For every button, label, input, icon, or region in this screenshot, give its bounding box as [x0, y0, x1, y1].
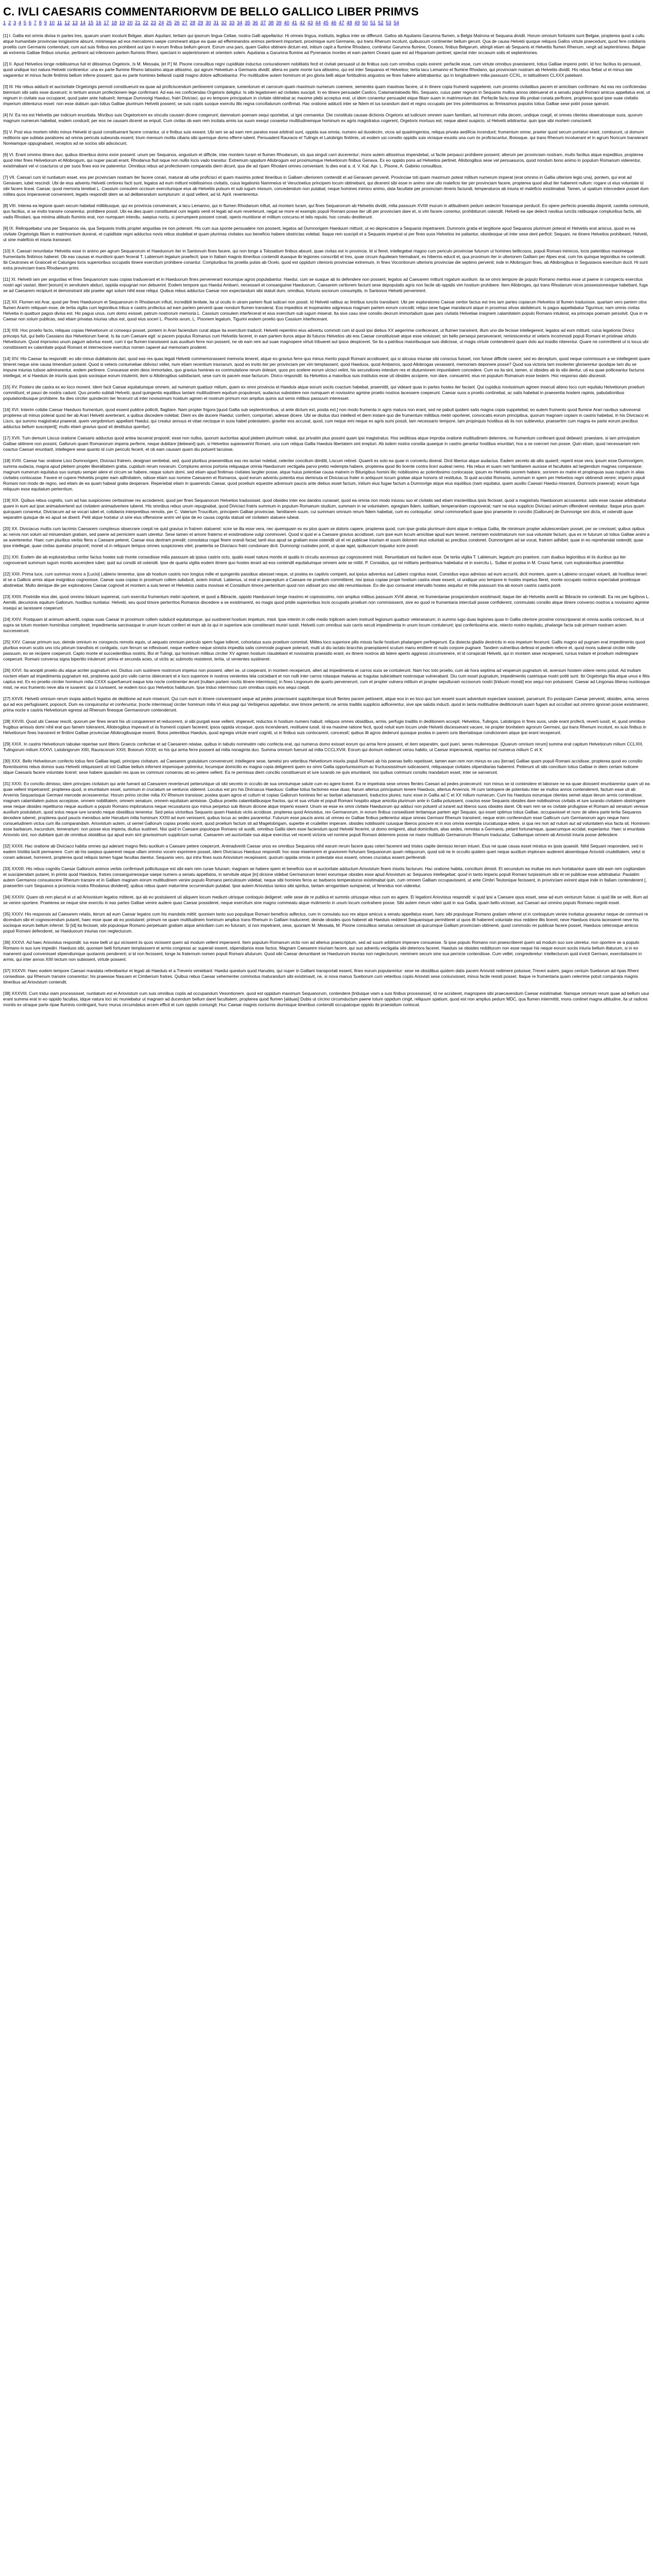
chapter-number: [24] [3, 617, 10, 622]
chapter-link[interactable]: 30 [205, 20, 211, 26]
chapter-link[interactable]: 9 [44, 20, 47, 26]
chapter-link[interactable]: 26 [174, 20, 180, 26]
chapter-text: XXVII. Helvetii omnium rerum inopia adducti legatos de deditione ad eum miserunt. Qui cum eum in itinere convenissent seque ad pedes proiecissent suppliciterque locuti flentes pacem petissent, atque eos in eo loco quo tum essent suum adventum expectare iussisset, paruerunt. Eo postquam Caesar pervenit, obsides, arma, servos qui ad eos perfugissent, poposcit. Dum ea conquiruntur et conferuntur, [nocte intermissa] circiter hominum milia VI eius pagi qui Verbigenus appellatur, sive timore perterriti, ne armis traditis supplicio adficerentur, sive spe salutis inducti, quod in tanta multitudine dediticiorum suam fugam aut occultari aut omnino ignorari posse existimarent, prima nocte e castris Helvetiorum egressi ad Rhenum finesque Germanorum contenderunt. [3, 696, 649, 713]
chapter-text: XXIII. Postridie eius diei, quod omnino biduum supererat, cum exercitui frumentum metiri oporteret, et quod a Bibracte, oppido Haeduorum longe maximo et copiosissimo, non amplius milibus passuum XVIII aberat, rei frumentariae prospiciendum existimavit; itaque iter ab Helvetiis avertit ac Bibracte ire contendit. Ea res per fugitivos L. Aemilii, decurionis equitum Gallorum, hostibus nuntiatur. Helvetii, seu quod timore perterritos Romanos discedere a se existimarent, eo magis quod pridie superioribus locis occupatis proelium non commisissent, sive eo quod re frumentaria intercludi posse confiderent, commutato consilio atque itinere converso nostros a novissimo agmine insequi ac lacessere coeperunt. [3, 594, 650, 611]
chapter-link[interactable]: 22 [143, 20, 148, 26]
chapter-text: XVI. Interim cotidie Caesar Haeduos frumentum, quod essent publice polliciti, flagitare. Nam propter frigora [quod Gallia sub septentrionibus, ut ante dictum est, posita est,] non modo frumenta in agris matura non erant, sed ne pabuli quidem satis magna copia suppetebat; eo autem frumento quod flumine Arari navibus subvexerat propterea uti minus poterat quod iter ab Arari Helvetii averterant, a quibus discedere nolebat. Diem ex die ducere Haedui; conferri, comportari, adesse dicere. Ubi se diutius duci intellexit et diem instare quo die frumentum militibus metiri oporteret, convocatis eorum principibus, quorum magnam copiam in castris habebat, in his Diviciaco et Lisco, qui summo magistratui praeerat, quem vergobretum appellant Haedui, qui creatur annuus et vitae necisque in suos habet potestatem, graviter eos accusat, quod, cum neque emi neque ex agris sumi possit, tam necessario tempore, tam propinquis hostibus ab iis non sublevetur, praesertim cum magna ex parte eorum precibus adductus bellum susceperit[; multo etiam gravius quod sit destitutus queritur]. [3, 407, 649, 429]
chapter-text: XXX. Bello Helvetiorum confecto totius fere Galliae legati, principes civitatum, ad Caesarem gratulatum convenerunt: intellegere sese, tametsi pro veteribus Helvetiorum iniuriis populi Romani ab his poenas bello repetisset, tamen eam rem non minus ex usu [terrae] Galliae quam populi Romani accidisse, propterea quod eo consilio florentissimis rebus domos suas Helvetii reliquissent uti toti Galliae bellum inferrent imperioque potirentur, locumque domicilio ex magna copia deligerent quem ex omni Gallia opportunissimum ac fructuosissimum iudicassent, reliquasque civitates stipendiarias haberent. Petierunt uti sibi concilium totius Galliae in diem certam indicere idque Caesaris facere voluntate liceret: sese habere quasdam res quas ex communi consensu ab eo petere vellent. Ea re permissa diem concilio constituerunt et iure iurando ne quis enuntiaret, nisi quibus communi consilio mandatum esset, inter se sanxerunt. [3, 758, 643, 775]
chapter-list [3, 33, 650, 1008]
chapter-text: XXVI. Ita ancipiti proelio diu atque acriter pugnatum est. Diutius cum sustinere nostrorum impetus non possent, alteri se, ut coeperant, in montem receperunt, alteri ad impedimenta et carros suos se contulerunt. Nam hoc toto proelio, cum ab hora septima ad vesperum pugnatum sit, aversum hostem videre nemo potuit. Ad multam noctem etiam ad impedimenta pugnatum est, propterea quod pro vallo carros obiecerant et e loco superiore in nostros venientes tela coiciebant et non nulli inter carros rotasque mataras ac tragulas subiciebant nostrosque vulnerabant. Diu cum esset pugnatum, impedimentis castrisque nostri potiti sunt. Ibi Orgetorigis filia atque unus e filiis captus est. Ex eo proelio circiter hominum milia CXXX superfuerunt eaque tota nocte continenter ierunt [nullam partem noctis itinere intermisso]; in fines Lingonum die quarto pervenerunt, cum et propter vulnera militum et propter sepulturam occisorum nostri [triduum morati] eos sequi non potuissent. Caesar ad Lingonas litteras nuntiosque misit, ne eos frumento neve alia re iuvarent: qui si iuvissent, se eodem loco quo Helvetios habiturum. Ipse triduo intermisso cum omnibus copiis eos sequi coepit. [3, 668, 650, 690]
chapter-link[interactable]: 3 [13, 20, 16, 26]
chapter-link[interactable]: 7 [33, 20, 37, 26]
page-title: C. IVLI CAESARIS COMMENTARIORVM DE BELLO GALLICO LIBER PRIMVS [3, 5, 419, 18]
chapter-text: XXII. Prima luce, cum summus mons a [Lucio] Labieno teneretur, ipse ab hostium castris non longius mille et quingentis passibus abesset neque, ut postea ex captivis comperit, aut ipsius adventus aut Labieni cognitus esset, Considius equo admisso ad eum accurrit, dicit montem, quem a Labieno occupari voluerit, ab hostibus teneri: id se a Gallicis armis atque insignibus cognovisse. Caesar suas copias in proximum collem subducit, aciem instruit. Labienus, ut erat ei praeceptum a Caesare ne proelium committeret, nisi ipsius copiae prope hostium castra visae essent, ut undique uno tempore in hostes impetus fieret, monte occupato nostros expectabat proelioque abstinebat. Multo denique die per exploratores Caesar cognovit et montem a suis teneri et Helvetios castra movisse et Considium timore perterritum quod non vidisset pro viso sibi renuntiavisse. Eo die quo consuerat intervallo hostes sequitur et milia passuum tria ab eorum castris castra ponit. [3, 571, 648, 588]
chapter-number: [13] [3, 328, 10, 333]
chapter-text: XXIV. Postquam id animum advertit, copias suas Caesar in proximum collem subducit equitatumque, qui sustineret hostium impetum, misit. Ipse interim in colle medio triplicem aciem instruxit legionum quattuor veteranarum; in summo iugo duas legiones quas in Gallia citeriore proxime conscripserat et omnia auxilia conlocavit, ita ut supra se totum montem hominibus compleret; impedimenta sarcinasque in unum locum conferri et eum ab iis qui in superiore acie constiterant muniri iussit. Helvetii cum omnibus suis carris secuti impedimenta in unum locum contulerunt; ipsi confertissima acie, reiecto nostro equitatu, phalange facta sub primam nostram aciem successerunt. [3, 617, 644, 633]
chapter-paragraph [3, 758, 650, 775]
chapter-link[interactable]: 51 [370, 20, 376, 26]
chapter-number: [30] [3, 758, 10, 764]
chapter-text: XX. Diviciacus multis cum lacrimis Caesarem complexus obsecrare coepit ne quid gravius in fratrem statueret: scire se illa esse vera, nec quemquam ex eo plus quam se doloris capere, propterea quod, cum ipse gratia plurimum domi atque in reliqua Gallia, ille minimum propter adulescentiam posset, per se crevisset; quibus opibus ac nervis non solum ad minuendam gratiam, sed paene ad perniciem suam uteretur. Sese tamen et amore fraterno et existimatione vulgi commoveri. Quod si quid ei a Caesare gravius accidisset, cum ipse eum locum amicitiae apud eum teneret, neminem existimaturum non sua voluntate factum; qua ex re futurum uti totius Galliae animi a se averterentur. Haec cum pluribus verbis flens a Caesare peteret, Caesar eius dextram prendit; consolatus rogat finem orandi faciat; tanti eius apud se gratiam esse ostendit uti et rei publicae iniuriam et suum dolorem eius voluntati ac precibus condonet. Dumnorigem ad se vocat, fratrem adhibet; quae in eo reprehendat ostendit; quae ipse intellegat, quae civitas queratur proponit; monet ut in reliquum tempus omnes suspiciones vitet; praeterita se Diviciaco fratri condonare dicit. Dumnorigi custodes ponit, ut quae agat, quibuscum loquatur scire possit. [3, 526, 649, 548]
chapter-number: [18] [3, 458, 10, 463]
chapter-link[interactable]: 52 [377, 20, 384, 26]
chapter-text: XIV. His Caesar ita respondit: eo sibi minus dubitationis dari, quod eas res quas legati Helvetii commemorassent memoria teneret, atque eo gravius ferre quo minus merito populi Romani accidissent; qui si alicuius iniuriae sibi conscius fuisset, non fuisse difficile cavere; sed eo deceptum, quod neque commissum a se intellegeret quare timeret neque sine causa timendum putaret. Quod si veteris contumeliae oblivisci vellet, num etiam recentium iniuriarum, quod eo invito iter per provinciam per vim temptassent, quod Haeduos, quod Ambarros, quod Allobrogas vexassent, memoriam deponere posse? Quod sua victoria tam insolenter gloriarentur quodque tam diu se impune iniurias tulisse admirarentur, eodem pertinere. Consuesse enim deos immortales, quo gravius homines ex commutatione rerum doleant, quos pro scelere eorum ulcisci velint, his secundiores interdum res et diuturniorem impunitatem concedere. Cum ea ita sint, tamen, si obsides ab iis sibi dentur, uti ea quae polliceantur facturos intellegat, et si Haeduis de iniuriis quas ipsis sociisque eorum intulerint, item si Allobrogibus satisfaciant, sese cum iis pacem esse facturum. Divico respondit: ita Helvetios a maioribus suis institutos esse uti obsides accipere, non dare, consuerint; eius rei populum Romanum esse testem. Hoc responso dato discessit. [3, 356, 650, 378]
chapter-text: XXXIV. Quam ob rem placuit ei ut ad Ariovistum legatos mitteret, qui ab eo postularent uti aliquem locum medium utrisque conloquio deligeret: velle sese de re publica et summis utriusque rebus cum eo agere. Ei legationi Ariovistus respondit: si quid ipsi a Caesare opus esset, sese ad eum venturum fuisse; si quid ille se velit, illum ad se venire oportere. Praeterea se neque sine exercitu in eas partes Galliae venire audere quas Caesar possideret, neque exercitum sine magno commeatu atque molimento in unum locum contrahere posse. Sibi autem mirum videri quid in sua Gallia, quam bello vicisset, aut Caesari aut omnino populo Romano negotii esset. [3, 894, 648, 905]
chapter-link[interactable]: 5 [23, 20, 27, 26]
chapter-link[interactable]: 13 [72, 20, 78, 26]
chapter-text: XXXVII. Haec eodem tempore Caesari mandata referebantur et legati ab Haeduis et a Treveris veniebant: Haedui questum quod Harudes, qui nuper in Galliam transportati essent, fines eorum popularentur: sese ne obsidibus quidem datis pacem Ariovisti redimere potuisse; Treveri autem, pagos centum Sueborum ad ripas Rheni consedisse, qui Rhenum transire conarentur; his praeesse Nasuam et Cimberium fratres. Quibus rebus Caesar vehementer commotus maturandum sibi existimavit, ne, si nova manus Sueborum cum veteribus copiis Ariovisti sese coniunxisset, minus facile resisti posset. Itaque re frumentaria quam celerrime potuit comparata magnis itineribus ad Ariovistum contendit. [3, 968, 639, 985]
chapter-text: VI. Erant omnino itinera duo, quibus itineribus domo exire possent: unum per Sequanos, angustum et difficile, inter montem Iuram et flumen Rhodanum, vix qua singuli carri ducerentur; mons autem altissimus impendebat, ut facile perpauci prohibere possent; alterum per provinciam nostram, multo facilius atque expeditius, propterea quod inter fines Helvetiorum et Allobrogum, qui nuper pacati erant, Rhodanus fluit isque non nullis locis vado transitur. Extremum oppidum Allobrogum est proximumque Helvetiorum finibus Genava. Ex eo oppido pons ad Helvetios pertinet. Allobrogibus sese vel persuasuros, quod nondum bono animo in populum Romanum viderentur, existimabant vel vi coacturos ut per suos fines eos ire paterentur. Omnibus rebus ad profectionem comparatis diem dicunt, qua die ad ripam Rhodani omnes conveniant. Is dies erat a. d. V. Kal. Apr. L. Pisone, A. Gabinio consulibus. [3, 152, 643, 168]
chapter-link[interactable]: 41 [291, 20, 298, 26]
chapter-number: [36] [3, 940, 10, 945]
chapter-link[interactable]: 54 [393, 20, 399, 26]
chapter-link[interactable]: 32 [221, 20, 227, 26]
chapter-text: XIII. Hoc proelio facto, reliquas copias Helvetiorum ut consequi posset, pontem in Arari faciendum curat atque ita exercitum traducit. Helvetii repentino eius adventu commoti cum id quod ipsi diebus XX aegerrime confecerant, ut flumen transirent, illum uno die fecisse intellegerent, legatos ad eum mittunt; cuius legationis Divico princeps fuit, qui bello Cassiano dux Helvetiorum fuerat. Is ita cum Caesare egit: si pacem populus Romanus cum Helvetiis faceret, in eam partem ituros atque ibi futuros Helvetios ubi eos Caesar constituisset atque esse voluisset; sin bello persequi perseveraret, reminisceretur et veteris incommodi populi Romani et pristinae virtutis Helvetiorum. Quod improviso unum pagum adortus esset, cum ii qui flumen transissent suis auxilium ferre non possent, ne ob eam rem aut suae magnopere virtuti tribueret aut ipsos despiceret. Se ita a patribus maioribusque suis didicisse, ut magis virtute contenderent quam dolo aut insidiis niterentur. Quare ne committeret ut is locus ubi constitissent ex calamitate populi Romani et internecione exercitus nomen caperet aut memoriam proderet. [3, 328, 649, 350]
chapter-number: [6] [3, 152, 8, 157]
chapter-number: [3] [3, 84, 8, 89]
chapter-number: [21] [3, 554, 10, 560]
chapter-text: II. Apud Helvetios longe nobilissimus fuit et ditissimus Orgetorix. Is M. Messala, [et P.] M. Pisone consulibus regni cupiditate inductus coniurationem nobilitatis fecit et civitati persuasit ut de finibus suis cum omnibus copiis exirent: perfacile esse, cum virtute omnibus praestarent, totius Galliae imperio potiri. Id hoc facilius iis persuasit, quod undique loci natura Helvetii continentur: una ex parte flumine Rheno latissimo atque altissimo, qui agrum Helvetium a Germanis dividit; altera ex parte monte Iura altissimo, qui est inter Sequanos et Helvetios; tertia lacu Lemanno et flumine Rhodano, qui provinciam nostram ab Helvetiis dividit. His rebus fiebat ut et minus late vagarentur et minus facile finitimis bellum inferre possent; qua ex parte homines bellandi cupidi magno dolore adficiebantur. Pro multitudine autem hominum et pro gloria belli atque fortitudinis angustos se fines habere arbitrabantur, qui in longitudinem milia passuum CCXL, in latitudinem CLXXX patebant. [3, 61, 642, 78]
chapter-link[interactable]: 4 [18, 20, 22, 26]
chapter-number: [34] [3, 894, 10, 900]
chapter-number: [38] [3, 991, 10, 996]
chapter-link[interactable]: 6 [28, 20, 31, 26]
chapter-link[interactable]: 14 [80, 20, 86, 26]
chapter-paragraph [3, 299, 650, 322]
chapter-number: [5] [3, 129, 8, 134]
chapter-paragraph [3, 175, 650, 197]
chapter-link[interactable]: 35 [245, 20, 250, 26]
chapter-number: [10] [3, 248, 10, 253]
chapter-number: [29] [3, 741, 10, 747]
chapter-link[interactable]: 15 [88, 20, 94, 26]
chapter-paragraph [3, 526, 650, 549]
chapter-link[interactable]: 11 [57, 20, 62, 26]
chapter-number: [26] [3, 668, 10, 673]
chapter-text: XVIII. Caesar hac oratione Lisci Dumnorigem, Diviciaci fratrem, designari sentiebat, sed, quod pluribus praesentibus eas res iactari nolebat, celeriter concilium dimittit, Liscum retinet. Quaerit ex solo ea quae in conventu dixerat. Dicit liberius atque audacius. Eadem secreto ab aliis quaerit; reperit esse vera: ipsum esse Dumnorigem, summa audacia, magna apud plebem propter liberalitatem gratia, cupidum rerum novarum. Complures annos portoria reliquaque omnia Haeduorum vectigalia parvo pretio redempta habere, propterea quod illo licente contra liceri audeat nemo. His rebus et suam rem familiarem auxisse et facultates ad largiendum magnas comparasse; magnum numerum equitatus suo sumptu semper alere et circum se habere, neque solum domi, sed etiam apud finitimas civitates largiter posse, atque huius potentiae causa matrem in Biturigibus homini illic nobilissimo ac potentissimo conlocasse; ipsum ex Helvetiis uxorem habere, sororem ex matre et propinquas suas nuptum in alias civitates conlocasse. Favere et cupere Helvetiis propter eam adfinitatem, odisse etiam suo nomine Caesarem et Romanos, quod eorum adventu potentia eius deminuta et Diviciacus frater in antiquum locum gratiae atque honoris sit restitutus. Si quid accidat Romanis, summam in spem per Helvetios regni obtinendi venire; imperio populi Romani non modo de regno, sed etiam de ea quam habeat gratia desperare. Reperiebat etiam in quaerendo Caesar, quod proelium equestre adversum paucis ante diebus esset factum, initium eius fugae factum a Dumnorige atque eius equitibus (nam equitatui, quem auxilio Caesari Haedui miserant, Dumnorix praeerat): eorum fuga reliquum esse equitatum perterritum. [3, 458, 645, 492]
chapter-paragraph [3, 911, 650, 934]
chapter-paragraph [3, 407, 650, 430]
chapter-text: IX. Relinquebatur una per Sequanos via, qua Sequanis invitis propter angustias ire non poterant. His cum sua sponte persuadere non possent, legatos ad Dumnorigem Haeduum mittunt, ut eo deprecatore a Sequanis impetrarent. Dumnorix gratia et largitione apud Sequanos plurimum poterat et Helvetiis erat amicus, quod ex ea civitate Orgetorigis filiam in matrimonium duxerat, et cupiditate regni adductus novis rebus studebat et quam plurimas civitates suo beneficio habere obstrictas volebat. Itaque rem suscipit et a Sequanis impetrat ut per fines suos Helvetios ire patiantur, obsidesque uti inter sese dent perficit: Sequani, ne itinere Helvetios prohibeant, Helvetii, ut sine maleficio et iniuria transeant. [3, 226, 648, 242]
chapter-paragraph [3, 203, 650, 220]
chapter-number: [33] [3, 866, 10, 871]
chapter-text: XV. Postero die castra ex eo loco movent. Idem facit Caesar equitatumque omnem, ad numerum quattuor milium, quem ex omni provincia et Haeduis atque eorum sociis coactum habebat, praemittit, qui videant quas in partes hostes iter faciant. Qui cupidius novissimum agmen insecuti alieno loco cum equitatu Helvetiorum proelium committunt; et pauci de nostris cadunt. Quo proelio sublati Helvetii, quod quingentis equitibus tantam multitudinem equitum propulerant, audacius subsistere non numquam et novissimo agmine proelio nostros lacessere coeperunt. Caesar suos a proelio continebat, ac satis habebat in praesentia hostem rapinis, pabulationibus populationibusque prohibere. Ita dies circiter quindecim iter fecerunt uti inter novissimum hostium agmen et nostrum primum non amplius quinis aut senis milibus passuum interesset. [3, 384, 645, 401]
chapter-paragraph [3, 668, 650, 690]
chapter-paragraph [3, 639, 650, 662]
chapter-link[interactable]: 47 [338, 20, 345, 26]
chapter-link[interactable]: 24 [158, 20, 164, 26]
chapter-text: XXXVIII. Cum tridui viam processisset, nuntiatum est ei Ariovistum cum suis omnibus copiis ad occupandum Vesontionem, quod est oppidum maximum Sequanorum, contendere [triduique viam a suis finibus processisse]. Id ne accideret, magnopere sibi praecavendum Caesar existimabat. Namque omnium rerum quae ad bellum usui erant summa erat in eo oppido facultas, idque natura loci sic muniebatur ut magnam ad ducendum bellum daret facultatem, propterea quod flumen [alduas] Dubis ut circino circumductum paene totum oppidum cingit, reliquum spatium, quod est non amplius pedum MDC, qua flumen intermittit, mons continet magna altitudine, ita ut radices montis ex utraque parte ripae fluminis contingant, hunc murus circumdatus arcem efficit et cum oppido coniungit. Huc Caesar magnis nocturnis diurnisque itineribus contendit occupatoque oppido ibi praesidium conlocat. [3, 991, 649, 1007]
chapter-link[interactable]: 1 [3, 20, 6, 26]
chapter-paragraph [3, 843, 650, 860]
chapter-text: XIX. Quibus rebus cognitis, cum ad has suspiciones certissimae res accederent, quod per fines Sequanorum Helvetios traduxisset, quod obsides inter eos dandos curasset, quod ea omnia non modo iniussu suo et civitatis sed etiam inscientibus ipsis fecisset, quod a magistratu Haeduorum accusaretur, satis esse causae arbitrabatur quare in eum aut ipse animadverteret aut civitatem animadvertere iuberet. His omnibus rebus unum repugnabat, quod Diviciaci fratris summum in populum Romanum studium, summam in se voluntatem, egregiam fidem, iustitiam, temperantiam cognoverat; nam ne eius supplicio Diviciaci animum offenderet verebatur. Itaque prius quam quicquam conaretur, Diviciacum ad se vocari iubet et, cotidianis interpretibus remotis, per C. Valerium Troucillum, principem Galliae provinciae, familiarem suum, cui summam omnium rerum fidem habebat, cum eo conloquitur; simul commonefacit quae ipso praesente in concilio [Gallorum] de Dumnorige sint dicta, et ostendit quae separatim quisque de eo apud se dixerit. Petit atque hortatur ut sine eius offensione animi vel ipse de eo causa cognita statuat vel civitatem statuere iubeat. [3, 498, 647, 520]
chapter-number: [7] [3, 175, 8, 180]
chapter-paragraph [3, 112, 650, 124]
chapter-number: [23] [3, 594, 10, 599]
chapter-link[interactable]: 29 [197, 20, 203, 26]
chapter-link[interactable]: 53 [386, 20, 391, 26]
chapter-paragraph [3, 498, 650, 520]
chapter-link[interactable]: 48 [347, 20, 352, 26]
chapter-nav [3, 20, 650, 27]
chapter-link[interactable]: 2 [8, 20, 11, 26]
chapter-paragraph [3, 991, 650, 1008]
chapter-link[interactable]: 27 [182, 20, 188, 26]
chapter-number: [14] [3, 356, 10, 361]
chapter-link[interactable]: 10 [49, 20, 55, 26]
chapter-text: XXXII. Hac oratione ab Diviciaco habita omnes qui aderant magno fletu auxilium a Caesare petere coeperunt. Animadvertit Caesar unos ex omnibus Sequanos nihil earum rerum facere quas ceteri facerent sed tristes capite demisso terram intueri. Eius rei quae causa esset miratus ex ipsis quaesiit. Nihil Sequani respondere, sed in eadem tristitia taciti permanere. Cum ab his saepius quaereret neque ullam omnino vocem exprimere posset, idem Diviciacus Haeduus respondit: hoc esse miseriorem et graviorem fortunam Sequanorum quam reliquorum, quod soli ne in occulto quidem queri neque auxilium implorare auderent absentisque Ariovisti crudelitatem, velut si coram adesset, horrerent, propterea quod reliquis tamen fugae facultas daretur, Sequanis vero, qui intra fines suos Ariovistum recepissent, quorum oppida omnia in potestate eius essent, omnes cruciatus essent perferendi. [3, 843, 645, 860]
chapter-link[interactable]: 33 [229, 20, 235, 26]
chapter-paragraph [3, 719, 650, 736]
chapter-text: XXXI. Eo concilio dimisso, idem principes civitatum qui ante fuerant ad Caesarem reverterunt petieruntque uti sibi secreto in occulto de sua omniumque salute cum eo agere liceret. Ea re impetrata sese omnes flentes Caesari ad pedes proiecerunt: non minus se id contendere et laborare ne ea quae dixissent enuntiarentur quam uti ea quae vellent impetrarent; propterea quod, si enuntiatum esset, summum in cruciatum se venturos viderent. Locutus est pro his Diviciacus Haeduus: Galliae totius factiones esse duas; harum alterius principatum tenere Haeduos, alterius Arvernos. Hi cum tantopere de potentatu inter se multos annos contenderent, factum esse uti ab Arvernis Sequanisque Germani mercede arcesserentur. Horum primo circiter milia XV Rhenum transisse; postea quam agros et cultum et copias Gallorum homines feri ac barbari adamassent, traductos plures; nunc esse in Gallia ad C et XX milium numerum. Cum his Haeduos eorumque clientes semel atque iterum armis contendisse; magnam calamitatem pulsos accepisse, omnem nobilitatem, omnem senatum, omnem equitatum amisisse. Quibus proeliis calamitatibusque fractos, qui et sua virtute et populi Romani hospitio atque amicitia plurimum ante in Gallia potuissent, coactos esse Sequanis obsides dare nobilissimos civitatis et iure iurando civitatem obstringere sese neque obsides repetituros neque auxilium a populo Romano imploraturos neque recusaturos quo minus perpetuo sub illorum dicione atque imperio essent. Unum se esse ex omni civitate Haeduorum qui adduci non potuerit ut iuraret aut liberos suos obsides daret. Ob eam rem se ex civitate profugisse et Romam ad senatum venisse auxilium postulatum, quod solus neque iure iurando neque obsidibus teneretur. Sed peius victoribus Sequanis quam Haeduis victis accidisse, propterea quod Ariovistus, rex Germanorum, in eorum finibus consedisset tertiamque partem agri Sequani, qui esset optimus totius Galliae, occupavisset et nunc de altera parte tertia Sequanos decedere iuberet, propterea quod paucis mensibus ante Harudum milia hominum XXIIII ad eum venissent, quibus locus ac sedes pararentur. Futurum esse paucis annis uti omnes ex Galliae finibus pellerentur atque omnes Germani Rhenum transirent; neque enim conferendum esse Gallicum cum Germanorum agro neque hanc consuetudinem victus cum illa comparandam. Ariovistum autem, ut semel Gallorum copias proelio vicerit, quod proelium factum sit ad Magetobrigam, superbe et crudeliter imperare, obsides nobilissimi cuiusque liberos poscere et in eos omnia exempla cruciatusque edere, si qua res non ad nutum aut ad voluntatem eius facta sit. Hominem esse barbarum, iracundum, temerarium: non posse eius imperia, diutius sustineri. Nisi quid in Caesare populoque Romano sit auxilii, omnibus Gallis idem esse faciendum quod Helvetii fecerint, ut domo emigrent, aliud domicilium, alias sedes, remotas a Germanis, petant fortunamque, quaecumque accidat, experiantur. Haec si enuntiata Ariovisto sint, non dubitare quin de omnibus obsidibus qui apud eum sint gravissimum supplicium sumat. Caesarem vel auctoritate sua atque exercitus vel recenti victoria vel nomine populi Romani deterrere posse ne maior multitudo Germanorum Rhenum traducatur, Galliamque omnem ab Ariovisti iniuria posse defendere. [3, 781, 650, 837]
chapter-text: XXXV. His responsis ad Caesarem relatis, iterum ad eum Caesar legatos cum his mandatis mittit: quoniam tanto suo populique Romani beneficio adfectus, cum in consulatu suo rex atque amicus a senatu appellatus esset, hanc sibi populoque Romano gratiam referret ut in conloquium venire invitatus gravaretur neque de communi re dicendum sibi et cognoscendum putaret, haec esse quae ab eo postularet: primum ne quam multitudinem hominum amplius trans Rhenum in Galliam traduceret; deinde obsides quos haberet ab Haeduis redderet Sequanisque permitteret ut quos illi haberent voluntate eius reddere illis liceret; neve Haeduos iniuria lacesseret neve his sociisque eorum bellum inferret. Si [id] ita fecisset, sibi populoque Romano perpetuam gratiam atque amicitiam cum eo futuram; si non impetraret, sese, quoniam M. Messala, M. Pisone consulibus senatus censuisset uti quicumque Galliam provinciam obtineret, quod commodo rei publicae facere posset, Haeduos ceterosque amicos populi Romani defenderet, se Haeduorum iniurias non neglecturum. [3, 911, 648, 934]
chapter-link[interactable]: 43 [307, 20, 313, 26]
chapter-link[interactable]: 18 [111, 20, 117, 26]
chapter-paragraph [3, 968, 650, 985]
chapter-link[interactable]: 50 [362, 20, 368, 26]
chapter-number: [37] [3, 968, 10, 973]
chapter-text: X. Caesari renuntiatur Helvetiis esse in animo per agrum Sequanorum et Haeduorum iter in Santonum fines facere, qui non longe a Tolosatium finibus absunt, quae civitas est in provincia. Id si fieret, intellegebat magno cum periculo provinciae futurum ut homines bellicosos, populi Romani inimicos, locis patentibus maximeque frumentariis finitimos haberet. Ob eas causas ei munitioni quam fecerat T. Labienum legatum praefecit; ipse in Italiam magnis itineribus contendit duasque ibi legiones conscribit et tres, quae circum Aquileiam hiemabant, ex hibernis educit et, qua proximum iter in ulteriorem Galliam per Alpes erat, cum his quinque legionibus ire contendit. Ibi Ceutrones et Graioceli et Caturiges locis superioribus occupatis itinere exercitum prohibere conantur. Compluribus his proeliis pulsis ab Ocelo, quod est oppidum citerioris provinciae extremum, in fines Vocontiorum ulterioris provinciae die septimo pervenit; inde in Allobrogum fines, ab Allobrogibus in Segusiavos exercitum ducit. Hi sunt extra provinciam trans Rhodanum primi. [3, 248, 648, 270]
chapter-link[interactable]: 37 [260, 20, 266, 26]
chapter-number: [20] [3, 526, 10, 531]
chapter-paragraph [3, 277, 650, 294]
chapter-number: [1] [3, 33, 8, 38]
chapter-number: [17] [3, 435, 10, 440]
chapter-paragraph [3, 554, 650, 566]
chapter-link[interactable]: 40 [284, 20, 289, 26]
chapter-number: [27] [3, 696, 10, 701]
chapter-number: [2] [3, 61, 8, 66]
chapter-text: XXI. Eodem die ab exploratoribus certior factus hostes sub monte consedisse milia passuum ab ipsius castris octo, qualis esset natura montis et qualis in circuitu ascensus qui cognoscerent misit. Renuntiatum est facilem esse. De tertia vigilia T. Labienum, legatum pro praetore, cum duabus legionibus et iis ducibus qui iter cognoverant summum iugum montis ascendere iubet; quid sui consilii sit ostendit. Ipse de quarta vigilia eodem itinere quo hostes ierant ad eos contendit equitatumque omnem ante se mittit. P. Considius, qui rei militaris peritissimus habebatur et in exercitu L. Sullae et postea in M. Crassi fuerat, cum exploratoribus praemittitur. [3, 554, 626, 565]
chapter-number: [4] [3, 112, 8, 117]
chapter-number: [11] [3, 277, 10, 282]
chapter-number: [32] [3, 843, 10, 849]
chapter-paragraph [3, 617, 650, 634]
chapter-number: [35] [3, 911, 10, 917]
chapter-paragraph [3, 696, 650, 713]
chapter-number: [15] [3, 384, 10, 389]
chapter-paragraph [3, 61, 650, 78]
chapter-paragraph [3, 940, 650, 962]
chapter-number: [25] [3, 639, 10, 645]
chapter-paragraph [3, 129, 650, 146]
chapter-paragraph [3, 781, 650, 838]
chapter-text: IV. Ea res est Helvetiis per indicium enuntiata. Moribus suis Orgetoricem ex vinculis causam dicere coegerunt; damnatum poenam sequi oportebat, ut igni cremaretur. Die constituta causae dictionis Orgetorix ad iudicium omnem suam familiam, ad hominum milia decem, undique coegit, et omnes clientes obaeratosque suos, quorum magnum numerum habebat, eodem conduxit; per eos ne causam diceret se eripuit. Cum civitas ob eam rem incitata armis ius suum exequi conaretur multitudinemque hominum ex agris magistratus cogerent, Orgetorix mortuus est; neque abest suspicio, ut Helvetii arbitrantur, quin ipse sibi mortem consciverit. [3, 112, 643, 123]
chapter-link[interactable]: 25 [166, 20, 172, 26]
chapter-text: XXIX. In castris Helvetiorum tabulae repertae sunt litteris Graecis confectae et ad Caesarem relatae, quibus in tabulis nominatim ratio confecta erat, qui numerus domo exisset eorum qui arma ferre possent, et item separatim, quot pueri, senes mulieresque. [Quarum omnium rerum] summa erat capitum Helvetiorum milium CCLXIII, Tulingorum milium XXXVI, Latobrigorum XIIII, Rauracorum XXIII, Boiorum XXXII; ex his qui arma ferre possent ad milia nonaginta duo. Summa omnium fuerunt ad milia CCCLXVIII. Eorum qui domum redierunt censu habito, ut Caesar imperaverat, repertus est numerus milium C et X. [3, 741, 643, 752]
chapter-link[interactable]: 20 [127, 20, 133, 26]
chapter-link[interactable]: 36 [252, 20, 258, 26]
chapter-number: [8] [3, 203, 8, 208]
chapter-link[interactable]: 23 [150, 20, 157, 26]
chapter-link[interactable]: 38 [268, 20, 274, 26]
chapter-link[interactable]: 31 [213, 20, 219, 26]
chapter-link[interactable]: 21 [135, 20, 141, 26]
chapter-text: I. Gallia est omnis divisa in partes tres, quarum unam incolunt Belgae, aliam Aquitani, tertiam qui ipsorum lingua Celtae, nostra Galli appellantur. Hi omnes lingua, institutis, legibus inter se differunt. Gallos ab Aquitanis Garumna flumen, a Belgis Matrona et Sequana dividit. Horum omnium fortissimi sunt Belgae, propterea quod a cultu atque humanitate provinciae longissime absunt, minimeque ad eos mercatores saepe commeant atque ea quae ad effeminandos animos pertinent important, proximique sunt Germanis, qui trans Rhenum incolunt, quibuscum continenter bellum gerunt. Qua de causa Helvetii quoque reliquos Gallos virtute praecedunt, quod fere cotidianis proeliis cum Germanis contendunt, cum aut suis finibus eos prohibent aut ipsi in eorum finibus bellum gerunt. Eorum una pars, quam Gallos obtinere dictum est, initium capit a flumine Rhodano, continetur Garumna flumine, Oceano, finibus Belgarum, attingit etiam ab Sequanis et Helvetiis flumen Rhenum, vergit ad septentriones. Belgae ab extremis Galliae finibus oriuntur, pertinent ad inferiorem partem fluminis Rheni, spectant in septentrionem et orientem solem. Aquitania a Garumna flumine ad Pyrenaeos montes et eam partem Oceani quae est ad Hispaniam pertinet; spectat inter occasum solis et septentriones. [3, 33, 646, 55]
chapter-text: VIII. Interea ea legione quam secum habebat militibusque, qui ex provincia convenerant, a lacu Lemanno, qui in flumen Rhodanum influit, ad montem Iuram, qui fines Sequanorum ab Helvetiis dividit, milia passuum XVIIII murum in altitudinem pedum sedecim fossamque perducit. Eo opere perfecto praesidia disponit, castella communit, quo facilius, si se invito transire conarentur, prohibere possit. Ubi ea dies quam constituerat cum legatis venit et legati ad eum reverterunt, negat se more et exemplo populi Romani posse iter ulli per provinciam dare et, si vim facere conentur, prohibiturum ostendit. Helvetii ea spe deiecti navibus iunctis ratibusque compluribus factis, alii vadis Rhodani, qua minima altitudo fluminis erat, non numquam interdiu, saepius noctu, si perrumpere possent conati, operis munitione et militum concursu et telis repulsi, hoc conatu destiterunt. [3, 203, 649, 219]
chapter-link[interactable]: 45 [323, 20, 329, 26]
chapter-link[interactable]: 12 [64, 20, 70, 26]
chapter-text: VII. Caesari cum id nuntiatum esset, eos per provinciam nostram iter facere conari, maturat ab urbe proficisci et quam maximis potest itineribus in Galliam ulteriorem contendit et ad Genavam pervenit. Provinciae toti quam maximum potest militum numerum imperat (erat omnino in Gallia ulteriore legio una), pontem, qui erat ad Genavam, iubet rescindi. Ubi de eius adventu Helvetii certiores facti sunt, legatos ad eum mittunt nobilissimos civitatis, cuius legationis Nammeius et Verucloetius principem locum obtinebant, qui dicerent sibi esse in animo sine ullo maleficio iter per provinciam facere, propterea quod aliud iter haberent nullum: rogare ut eius voluntate id sibi facere liceat. Caesar, quod memoria tenebat L. Cassium consulem occisum exercitumque eius ab Helvetiis pulsum et sub iugum missum, concedendum non putabat; neque homines inimico animo, data facultate per provinciam itineris faciundi, temperaturos ab iniuria et maleficio existimabat. Tamen, ut spatium intercedere posset dum milites quos imperaverat convenirent, legatis respondit diem se ad deliberandum sumpturum: si quid vellent, ad Id. April. reverterentur. [3, 175, 649, 197]
chapter-text: III. His rebus adducti et auctoritate Orgetorigis permoti constituerunt ea quae ad proficiscendum pertinerent comparare, iumentorum et carrorum quam maximum numerum coemere, sementes quam maximas facere, ut in itinere copia frumenti suppeteret, cum proximis civitatibus pacem et amicitiam confirmare. Ad eas res conficiendas biennium sibi satis esse duxerunt; in tertium annum profectionem lege confirmant. Ad eas res conficiendas Orgetorix deligitur. Is sibi legationem ad civitates suscipit. In eo itinere persuadet Castico, Catamantaloedis filio, Sequano, cuius pater regnum in Sequanis multos annos obtinuerat et a senatu populi Romani amicus appellatus erat, ut regnum in civitate sua occuparet, quod pater ante habuerit; itemque Dumnorigi Haeduo, fratri Diviciaci, qui eo tempore principatum in civitate obtinebat ac maxime plebi acceptus erat, ut idem conaretur persuadet eique filiam suam in matrimonium dat. Perfacile factu esse illis probat conata perficere, propterea quod ipse suae civitatis imperium obtenturus esset: non esse dubium quin totius Galliae plurimum Helvetii possent; se suis copiis suoque exercitu illis regna conciliaturum confirmat. Hac oratione adducti inter se fidem et ius iurandum dant et regno occupato per tres potentissimos ac firmissimos populos totius Galliae sese potiri posse sperant. [3, 84, 650, 106]
chapter-text: XXVIII. Quod ubi Caesar resciit, quorum per fines ierant his uti conquirerent et reducerent, si sibi purgati esse vellent, imperavit; reductos in hostium numero habuit; reliquos omnes obsidibus, armis, perfugis traditis in deditionem accepit. Helvetios, Tulingos, Latobrigos in fines suos, unde erant profecti, reverti iussit, et, quod omnibus frugibus amissis domi nihil erat quo famem tolerarent, Allobrogibus imperavit ut iis frumenti copiam facerent; ipsos oppida vicosque, quos incenderant, restituere iussit. Id ea maxime ratione fecit, quod noluit eum locum unde Helvetii discesserant vacare, ne propter bonitatem agrorum Germani, qui trans Rhenum incolunt, ex suis finibus in Helvetiorum fines transirent et finitimi Galliae provinciae Allobrogibusque essent. Boios petentibus Haeduis, quod egregia virtute erant cogniti, ut in finibus suis conlocarent, concessit; quibus illi agros dederunt quosque postea in parem iuris libertatisque condicionem atque ipsi erant receperunt. [3, 719, 646, 735]
chapter-number: [31] [3, 781, 10, 786]
chapter-paragraph [3, 152, 650, 169]
chapter-paragraph [3, 248, 650, 271]
chapter-text: V. Post eius mortem nihilo minus Helvetii id quod constituerant facere conantur, ut e finibus suis exeant. Ubi iam se ad eam rem paratos esse arbitrati sunt, oppida sua omnia, numero ad duodecim, vicos ad quadringentos, reliqua privata aedificia incendunt; frumentum omne, praeter quod secum portaturi erant, comburunt, ut domum reditionis spe sublata paratiores ad omnia pericula subeunda essent; trium mensum molita cibaria sibi quemque domo efferre iubent. Persuadent Rauracis et Tulingis et Latobrigis finitimis, uti eodem usi consilio oppidis suis vicisque exustis una cum iis proficiscantur, Boiosque, qui trans Rhenum incoluerant et in agrum Noricum transierant Noreiamque oppugnabant, receptos ad se socios sibi adsciscunt. [3, 129, 648, 146]
chapter-paragraph [3, 894, 650, 906]
chapter-link[interactable]: 42 [299, 20, 305, 26]
chapter-link[interactable]: 16 [96, 20, 101, 26]
chapter-link[interactable]: 46 [331, 20, 337, 26]
chapter-paragraph [3, 571, 650, 588]
chapter-number: [16] [3, 407, 10, 412]
chapter-number: [19] [3, 498, 10, 503]
chapter-link[interactable]: 44 [315, 20, 321, 26]
document-page [0, 0, 653, 1008]
chapter-paragraph [3, 328, 650, 350]
chapter-link[interactable]: 8 [39, 20, 42, 26]
chapter-link[interactable]: 19 [119, 20, 125, 26]
chapter-paragraph [3, 226, 650, 243]
chapter-link[interactable]: 49 [354, 20, 360, 26]
chapter-text: XI. Helvetii iam per angustias et fines Sequanorum suas copias traduxerant et in Haeduorum fines pervenerant eorumque agros populabantur. Haedui, cum se suaque ab iis defendere non possent, legatos ad Caesarem mittunt rogatum auxilium: ita se omni tempore de populo Romano meritos esse ut paene in conspectu exercitus nostri agri vastari, liberi [eorum] in servitutem abduci, oppida expugnari non debuerint. Eodem tempore quo Haedui Ambarri, necessarii et consanguinei Haeduorum, Caesarem certiorem faciunt sese depopulatis agris non facile ab oppidis vim hostium prohibere. Item Allobroges, qui trans Rhodanum vicos possessionesque habebant, fuga se ad Caesarem recipiunt et demonstrant sibi praeter agri solum nihil esse reliqui. Quibus rebus adductus Caesar non expectandum sibi statuit dum, omnibus, fortunis sociorum consumptis, in Santonos Helvetii pervenirent. [3, 277, 648, 293]
chapter-text: XII. Flumen est Arar, quod per fines Haeduorum et Sequanorum in Rhodanum influit, incredibili lenitate, ita ut oculis in utram partem fluat iudicari non possit. Id Helvetii ratibus ac lintribus iunctis transibant. Ubi per exploratores Caesar certior factus est tres iam partes copiarum Helvetios id flumen traduxisse, quartam vero partem citra flumen Ararim reliquam esse, de tertia vigilia cum legionibus tribus e castris profectus ad eam partem pervenit quae nondum flumen transierat. Eos impeditos et inopinantes adgressus magnam partem eorum concidit; reliqui sese fugae mandarunt atque in proximas silvas abdiderunt. Is pagus appellabatur Tigurinus; nam omnis civitas Helvetia in quattuor pagos divisa est. Hic pagus unus, cum domo exisset, patrum nostrorum memoria L. Cassium consulem interfecerat et eius exercitum sub iugum miserat. Ita sive casu sive consilio deorum immortalium quae pars civitatis Helvetiae insignem calamitatem populo Romano intulerat, ea princeps poenam persolvit. Qua in re Caesar non solum publicas, sed etiam privatas iniurias ultus est, quod eius soceri L. Pisonis avum, L. Pisonem legatum, Tigurini eodem proelio quo Cassium interfecerant. [3, 299, 648, 321]
chapter-paragraph [3, 384, 650, 401]
chapter-text: XXXVI. Ad haec Ariovistus respondit: ius esse belli ut qui vicissent iis quos vicissent quem ad modum vellent imperarent. Item populum Romanum victis non ad alterius praescriptum, sed ad suum arbitrium imperare consuesse. Si ipse populo Romano non praescriberet quem ad modum suo iure uteretur, non oportere se a populo Romano in suo iure impediri. Haeduos sibi, quoniam belli fortunam temptassent et armis congressi ac superati essent, stipendiarios esse factos. Magnam Caesarem iniuriam facere, qui suo adventu vectigalia sibi deteriora faceret. Haeduis se obsides redditurum non esse neque his neque eorum sociis iniuria bellum illaturum, si in eo manerent quod convenisset stipendiumque quotannis penderent; si id non fecissent, longe iis fraternum nomen populi Romani afuturum. Quod sibi Caesar denuntiaret se Haeduorum iniurias non neglecturum, neminem secum sine sua pernicie contendisse. Cum vellet, congrederetur: intellecturum quid invicti Germani, exercitatissimi in armis, qui inter annos XIIII tectum non subissent, virtute possent. [3, 940, 642, 962]
chapter-link[interactable]: 34 [236, 20, 243, 26]
chapter-link[interactable]: 39 [276, 20, 282, 26]
chapter-link[interactable]: 17 [104, 20, 109, 26]
chapter-text: XXXIII. His rebus cognitis Caesar Gallorum animos verbis confirmavit pollicitusque est sibi eam rem curae futuram; magnam se habere spem et beneficio suo et auctoritate adductum Ariovistum finem iniuriis facturum. Hac oratione habita, concilium dimisit. Et secundum ea multae res eum hortabantur quare sibi eam rem cogitandam et suscipiendam putaret, in primis quod Haeduos, fratres consanguineosque saepe numero a senatu appellatos, in servitute atque [in] dicione videbat Germanorum teneri eorumque obsides esse apud Ariovistum ac Sequanos intellegebat; quod in tanto imperio populi Romani turpissimum sibi et rei publicae esse arbitrabatur. Paulatim autem Germanos consuescere Rhenum transire et in Galliam magnam eorum multitudinem venire populo Romano periculosum videbat, neque sibi homines feros ac barbaros temperaturos existimabat quin, cum omnem Galliam occupavissent, ut ante Cimbri Teutonique fecissent, in provinciam exirent atque inde in Italiam contenderent [, praesertim cum Sequanos a provincia nostra Rhodanus divideret]; quibus rebus quam maturrime occurrendum putabat. Ipse autem Ariovistus tantos sibi spiritus, tantam arrogantiam sumpserat, ut ferendus non videretur. [3, 866, 647, 888]
chapter-number: [28] [3, 719, 10, 724]
chapter-paragraph [3, 594, 650, 611]
chapter-paragraph [3, 84, 650, 107]
chapter-paragraph [3, 435, 650, 452]
chapter-number: [9] [3, 226, 8, 231]
chapter-paragraph [3, 458, 650, 492]
chapter-paragraph [3, 356, 650, 379]
chapter-number: [12] [3, 299, 10, 304]
chapter-text: XVII. Tum demum Liscus oratione Caesaris adductus quod antea tacuerat proponit: esse non nullos, quorum auctoritas apud plebem plurimum valeat, qui privatim plus possint quam ipsi magistratus. Hos seditiosa atque improba oratione multitudinem deterrere, ne frumentum conferant quod debeant: praestare, si iam principatum Galliae obtinere non possint, Gallorum quam Romanorum imperia perferre, neque dubitare [debeant] quin, si Helvetios superaverint Romani, una cum reliqua Gallia Haeduis libertatem sint erepturi. Ab isdem nostra consilia quaeque in castris gerantur hostibus enuntiari; hos a se coerceri non posse. Quin etiam, quod necessariam rem coactus Caesari enuntiarit, intellegere sese quanto id cum periculo fecerit, et ob eam causam quam diu potuerit tacuisse. [3, 435, 640, 452]
chapter-paragraph [3, 866, 650, 889]
chapter-link[interactable]: 28 [190, 20, 196, 26]
chapter-number: [22] [3, 571, 10, 577]
chapter-text: XXV. Caesar primum suo, deinde omnium ex conspectu remotis equis, ut aequato omnium periculo spem fugae tolleret, cohortatus suos proelium commisit. Milites loco superiore pilis missis facile hostium phalangem perfregerunt. Ea disiecta gladiis destrictis in eos impetum fecerunt. Gallis magno ad pugnam erat impedimento quod pluribus eorum scutis uno ictu pilorum transfixis et conligatis, cum ferrum se inflexisset, neque evellere neque sinistra impedita satis commode pugnare poterant, multi ut diu iactato bracchio praeoptarent scutum manu emittere et nudo corpore pugnare. Tandem vulneribus defessi et pedem referre et, quod mons suberat circiter mille passuum, eo se recipere coeperunt. Capto monte et succedentibus nostris, Boi et Tulingi, qui hominum milibus circiter XV agmen hostium claudebant et novissimis praesidio erant, ex itinere nostros ab latere aperto aggressi circumvenere, et id conspicati Helvetii, qui in montem sese receperant, rursus instare et proelium redintegrare coeperunt. Romani conversa signa bipertito intulerunt: prima et secunda acies, ut victis ac submotis resisteret, tertia, ut venientes sustineret. [3, 639, 645, 662]
chapter-paragraph [3, 33, 650, 56]
chapter-paragraph [3, 741, 650, 753]
